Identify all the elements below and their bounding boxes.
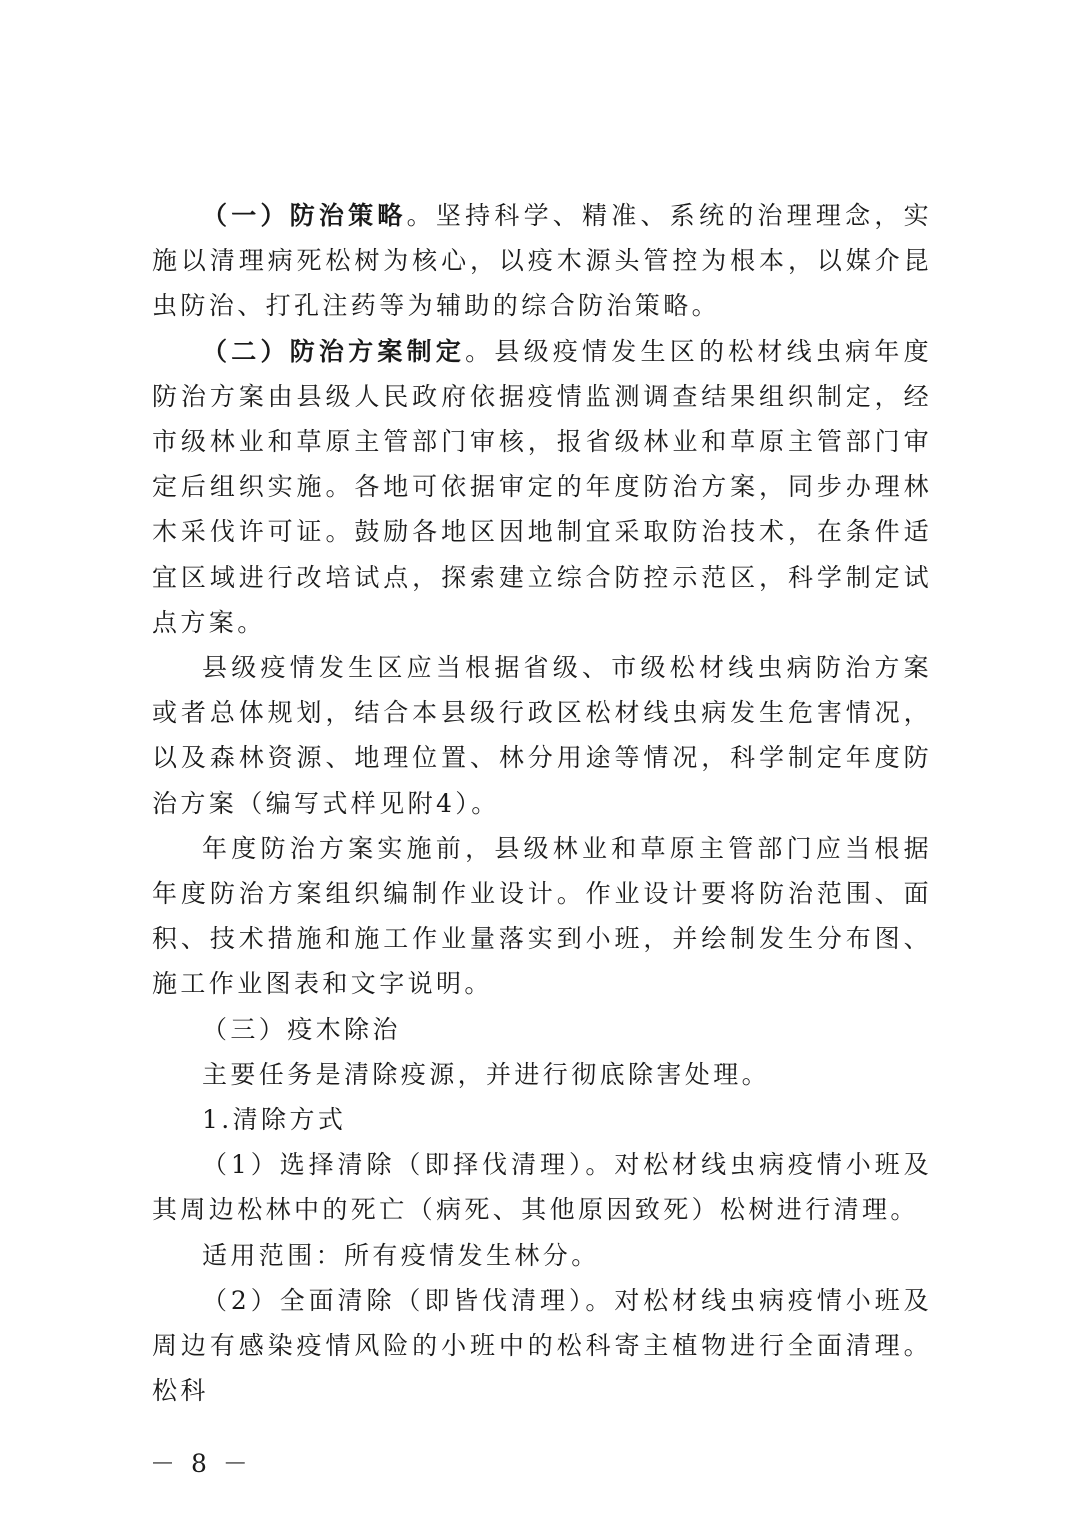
body-text — [152, 193, 932, 1413]
paragraph-full-removal: （2）全面清除（即皆伐清理）。对松材线虫病疫情小班及周边有感染疫情风险的小班中的松科寄主植物进行全面清理。松科 — [152, 1285, 932, 1406]
paragraph-county-plan: 县级疫情发生区应当根据省级、市级松材线虫病防治方案或者总体规划，结合本县级行政区松材线虫病发生危害情况，以及森林资源、地理位置、林分用途等情况，科学制定年度防治方案（编写式样见附4）。 — [152, 653, 932, 818]
subheading-removal-method: 1.清除方式 — [202, 1105, 347, 1135]
page-number: － 8 － — [150, 1449, 252, 1478]
section-heading-removal: （三）疫木除治 — [202, 1014, 401, 1044]
paragraph-text: 。县级疫情发生区的松材线虫病年度防治方案由县级人民政府依据疫情监测调查结果组织制定，经市级林业和草原主管部门审核，报省级林业和草原主管部门审定后组织实施。各地可依据审定的年度防治方案，同步办理林木采伐许可证。鼓励各地区因地制宜采取防治技术，在条件适宜区域进行改培试点，探索建立综合防控示范区，科学制定试点方案。 — [152, 336, 933, 637]
paragraph-text: 。坚持科学、精准、系统的治理理念，实施以清理病死松树为核心，以疫木源头管控为根本，以媒介昆虫防治、打孔注药等为辅助的综合防治策略。 — [152, 201, 932, 321]
paragraph-selective-removal: （1）选择清除（即择伐清理）。对松材线虫病疫情小班及其周边松林中的死亡（病死、其他原因致死）松树进行清理。 — [152, 1150, 932, 1225]
paragraph-plan — [152, 329, 932, 645]
paragraph-scope: 适用范围：所有疫情发生林分。 — [202, 1240, 600, 1270]
section-heading-strategy: （一）防治策略 — [202, 201, 407, 230]
section-heading-plan: （二）防治方案制定 — [202, 336, 466, 366]
paragraph-strategy — [152, 193, 932, 329]
paragraph-work-design: 年度防治方案实施前，县级林业和草原主管部门应当根据年度防治方案组织编制作业设计。作业设计要将防治范围、面积、技术措施和施工作业量落实到小班，并绘制发生分布图、施工作业图表和文字说明。 — [152, 833, 932, 999]
paragraph-main-task: 主要任务是清除疫源，并进行彻底除害处理。 — [202, 1059, 771, 1089]
